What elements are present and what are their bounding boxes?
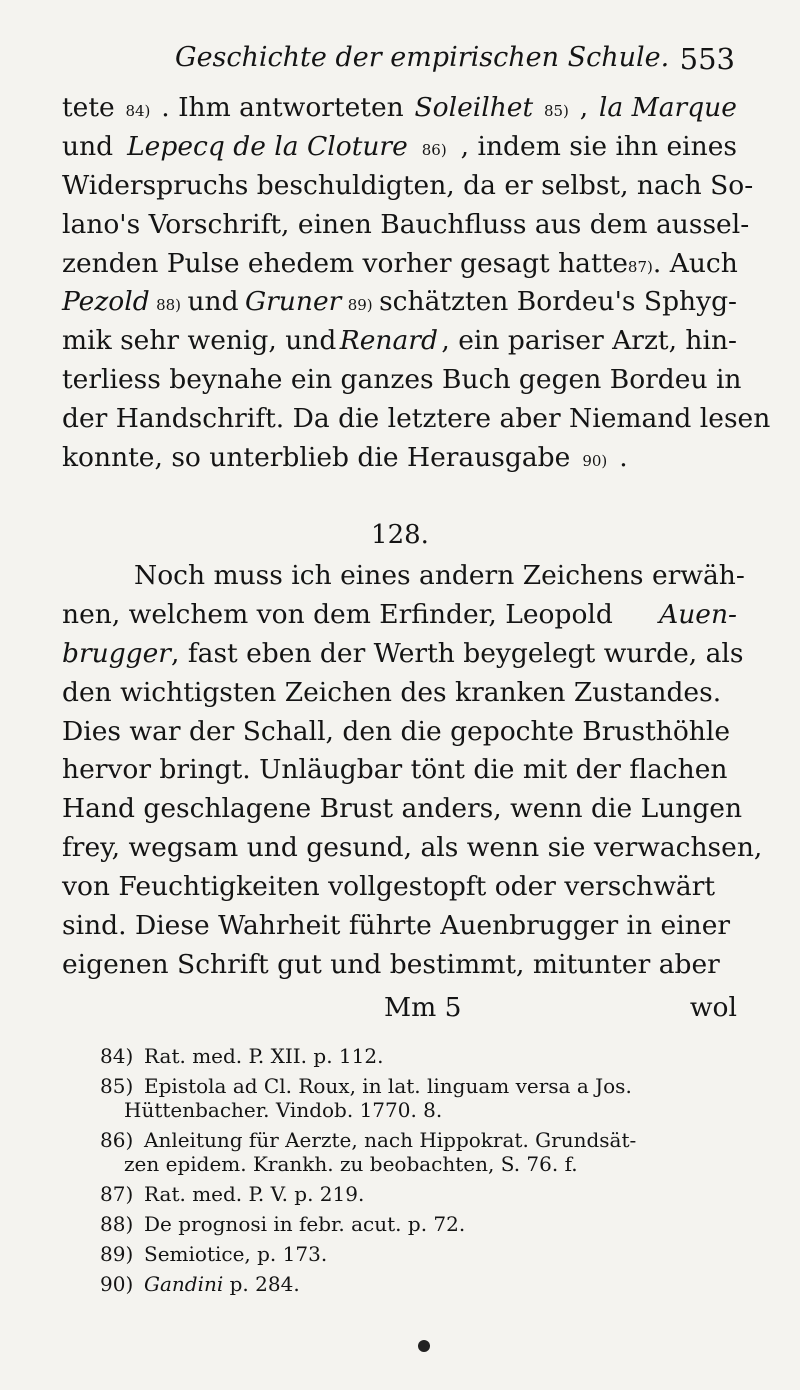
text-line: [62, 169, 754, 209]
italic-name: Pezold: [62, 286, 150, 318]
italic-name: Gruner: [244, 286, 342, 318]
italic-name: Soleilhet: [414, 92, 534, 123]
text-run: Noch muss ich eines andern Zeichens erwäh-: [134, 560, 745, 591]
italic-name: Auen-: [659, 598, 737, 630]
page-number: 553: [679, 42, 735, 76]
text-run: und: [62, 130, 114, 162]
signature-line: [62, 992, 737, 1030]
text-line: tete 84) . Ihm antworteten Soleilhet 85) , la Marque: [62, 92, 737, 123]
italic-name: brugger: [62, 637, 171, 669]
running-title: Geschichte der empirischen Schule.: [175, 42, 670, 73]
footnote: [100, 1044, 740, 1068]
italic-name: Lepecq de la Cloture: [127, 130, 408, 162]
text-line: [62, 208, 750, 248]
text-line: konnte, so unterblieb die Herausgabe 90) .: [62, 442, 628, 474]
text-run: und: [187, 286, 239, 318]
text-run: sind. Diese Wahrheit führte Auenbrugger in einer: [62, 910, 731, 942]
footnote: [100, 1272, 740, 1296]
section-number: 128.: [371, 520, 429, 550]
footnote-number: 85): [100, 1074, 134, 1098]
text-run: frey, wegsam und gesund, als wenn sie verwachsen,: [62, 832, 763, 864]
text-line: [62, 677, 737, 716]
text-line: [62, 910, 737, 949]
footnote-continuation: zen epidem. Krankh. zu beobachten, S. 76. f.: [124, 1152, 578, 1176]
footnote-continuation: Hüttenbacher. Vindob. 1770. 8.: [124, 1098, 443, 1122]
text-line: [62, 871, 737, 910]
footnote-number: 84): [100, 1044, 134, 1068]
signature-mark: Mm 5: [384, 992, 462, 1023]
text-run: . Ihm antworteten: [161, 92, 404, 123]
text-line: [62, 949, 737, 988]
footnote: [100, 1182, 740, 1206]
footnote-text: De prognosi in febr. acut. p. 72.: [144, 1212, 466, 1236]
text-line: Pezold 88) und Gruner 89) schätzten Bordeu's Sphyg-: [62, 286, 737, 318]
footnote-text: p. 284.: [229, 1272, 300, 1296]
text-run: , ein pariser Arzt, hin-: [441, 325, 737, 357]
text-run: hervor bringt. Unläugbar tönt die mit der flachen: [62, 754, 728, 786]
footnote-number: 89): [100, 1242, 134, 1266]
text-run: . Auch: [652, 247, 738, 279]
footnote: [100, 1242, 740, 1266]
text-run: , fast eben der Werth beygelegt wurde, als: [170, 637, 744, 669]
paragraph-section-128: [62, 560, 763, 988]
text-run: nen, welchem von dem Erfinder, Leopold: [62, 598, 613, 630]
text-line: [62, 832, 763, 871]
text-line: [62, 599, 737, 638]
text-line: [62, 793, 743, 832]
text-line: [62, 754, 737, 793]
text-line: [62, 325, 737, 364]
text-run: zenden Pulse ehedem vorher gesagt hatte: [62, 247, 628, 279]
text-line: [62, 716, 737, 755]
text-run: schätzten Bordeu's Sphyg-: [379, 286, 737, 318]
running-header: [175, 42, 735, 82]
footnote-text: Epistola ad Cl. Roux, in lat. linguam versa a Jos.: [144, 1074, 632, 1098]
text-run: konnte, so unterblieb die Herausgabe: [62, 442, 571, 474]
text-line: [62, 364, 742, 403]
footnote-number: 86): [100, 1128, 134, 1152]
text-run: ,: [579, 92, 589, 123]
text-line: zenden Pulse ehedem vorher gesagt hatte 87) . Auch: [62, 247, 738, 279]
footnote-number: 90): [100, 1272, 134, 1296]
footnote: [100, 1212, 740, 1236]
text-run: eigenen Schrift gut und bestimmt, mitunter aber: [62, 948, 720, 980]
text-line: [62, 403, 771, 442]
text-run: , indem sie ihn eines: [460, 130, 737, 162]
footnote-text: Rat. med. P. XII. p. 112.: [144, 1044, 384, 1068]
paragraph-before: [62, 92, 771, 481]
text-run: mik sehr wenig, und: [62, 325, 337, 357]
footnote-text: Rat. med. P. V. p. 219.: [144, 1182, 365, 1206]
text-run: .: [619, 442, 628, 474]
text-line: [62, 560, 745, 599]
footnote: [100, 1128, 740, 1176]
text-run: terliess beynahe ein ganzes Buch gegen Bordeu in: [62, 364, 742, 396]
footnote: [100, 1074, 740, 1122]
text-run: den wichtigsten Zeichen des kranken Zustandes.: [62, 676, 722, 708]
footnote-text: Anleitung für Aerzte, nach Hippokrat. Grundsät-: [144, 1128, 637, 1152]
italic-name: la Marque: [598, 92, 737, 123]
footnote-number: 88): [100, 1212, 134, 1236]
text-run: lano's Vorschrift, einen Bauchfluss aus dem aussel-: [62, 208, 750, 240]
text-line: [62, 637, 744, 677]
ornament-dot: [418, 1340, 430, 1352]
footnote-author: Gandini: [144, 1272, 230, 1296]
text-run: von Feuchtigkeiten vollgestopft oder verschwärt: [62, 871, 716, 903]
footnotes: [100, 1044, 740, 1302]
catchword: wol: [689, 992, 737, 1023]
text-run: der Handschrift. Da die letztere aber Niemand lesen: [62, 403, 771, 435]
text-run: Widerspruchs beschuldigten, da er selbst, nach So-: [62, 169, 754, 201]
text-run: tete: [62, 92, 115, 123]
text-run: Hand geschlagene Brust anders, wenn die Lungen: [62, 793, 743, 825]
text-line: und Lepecq de la Cloture 86) , indem sie ihn eines: [62, 130, 737, 162]
text-run: Dies war der Schall, den die gepochte Brusthöhle: [62, 715, 731, 747]
footnote-text: Semiotice, p. 173.: [144, 1242, 328, 1266]
italic-name: Renard: [339, 325, 438, 357]
footnote-number: 87): [100, 1182, 134, 1206]
